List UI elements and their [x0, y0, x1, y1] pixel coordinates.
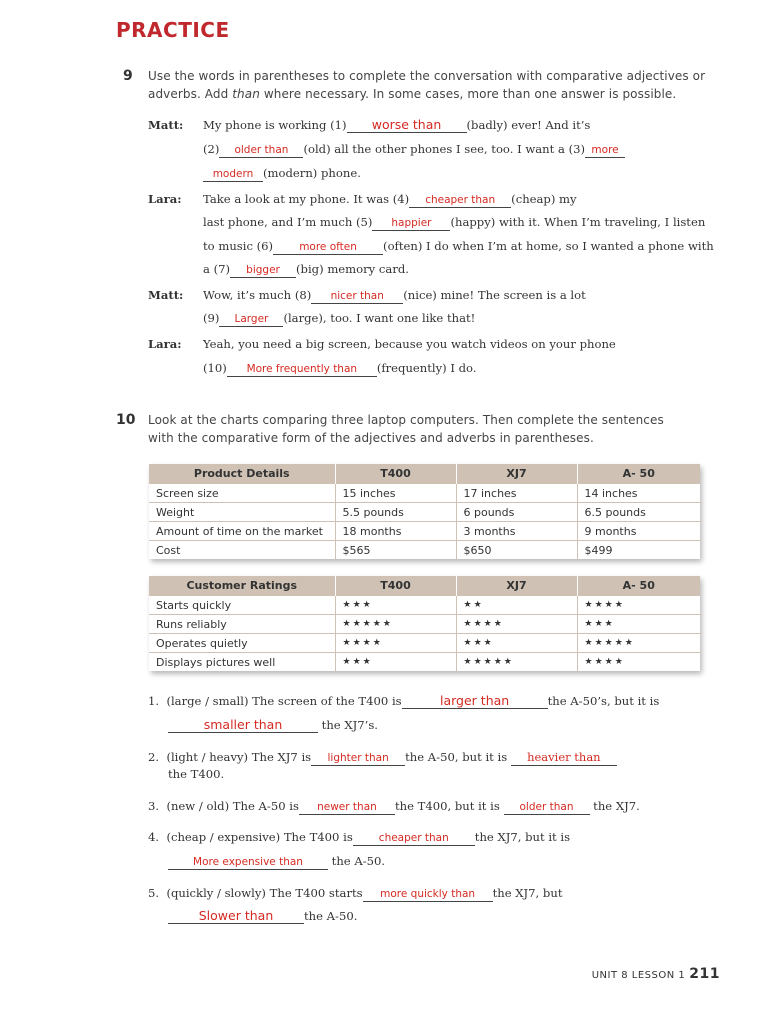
conversation-line-5 [203, 214, 705, 231]
line-text: a (7) [203, 262, 231, 276]
answer-text: More expensive than [193, 856, 303, 868]
table-row [149, 503, 700, 522]
instruction-text: adverbs. Add [148, 87, 233, 101]
conversation-line-10: Yeah, you need a big screen, because you watch videos on your phone [203, 337, 616, 351]
row-label: Screen size [149, 484, 335, 503]
line-text: (large / small) The screen of the T400 is [166, 694, 402, 708]
answer-text: nicer than [330, 290, 384, 302]
conversation-line-1 [203, 117, 590, 133]
line-text: (quickly / slowly) The T400 starts [166, 886, 363, 900]
section-title: PRACTICE [116, 18, 230, 42]
sentence-1 [148, 693, 659, 709]
exercise-9-instructions [148, 67, 705, 103]
exercise-10-number: 10 [116, 412, 136, 428]
answer-blank-3a[interactable] [585, 143, 625, 158]
line-text: (modern) phone. [263, 166, 361, 180]
line-text: (big) memory card. [296, 262, 409, 276]
line-text: to music (6) [203, 239, 274, 253]
answer-text: smaller than [203, 717, 283, 732]
answer-blank-1[interactable] [347, 118, 467, 133]
star-rating: ★★★★★ [335, 615, 456, 634]
answer-text: More frequently than [246, 363, 358, 375]
table-cell: $565 [335, 541, 456, 560]
item-number: 1. [148, 694, 160, 708]
sentence-5 [148, 885, 562, 902]
instruction-line-1: Use the words in parentheses to complete the conversation with comparative adjectives or [148, 69, 706, 83]
conversation-line-4 [203, 191, 577, 208]
unit-lesson-label: UNIT 8 LESSON 1 [591, 970, 686, 981]
line-text: (old) all the other phones I see, too. I want a (3) [303, 142, 586, 156]
column-header: Customer Ratings [149, 576, 335, 596]
exercise-9-number: 9 [123, 68, 133, 84]
line-text: the A-50. [304, 909, 358, 923]
instruction-line-2: with the comparative form of the adjectives and adverbs in parentheses. [148, 431, 594, 445]
instruction-line-1: Look at the charts comparing three laptop computers. Then complete the sentences [148, 413, 664, 427]
answer-text: lighter than [327, 752, 389, 764]
star-rating: ★★★★ [577, 596, 700, 615]
column-header: T400 [335, 464, 456, 484]
table-row [149, 541, 700, 560]
conversation-line-9 [203, 310, 475, 327]
star-rating: ★★ [456, 596, 577, 615]
table-row [149, 596, 700, 615]
line-text: My phone is working (1) [203, 118, 347, 132]
answer-blank-10[interactable] [227, 362, 377, 377]
star-rating: ★★★ [456, 634, 577, 653]
line-text: the XJ7’s. [318, 718, 378, 732]
line-text: Take a look at my phone. It was (4) [203, 192, 410, 206]
table-cell: 18 months [335, 522, 456, 541]
answer-text: bigger [246, 264, 280, 276]
answer-blank-6[interactable] [273, 240, 383, 255]
table-header-row [149, 464, 700, 484]
table-row [149, 484, 700, 503]
column-header: A- 50 [577, 464, 700, 484]
answer-blank-2a[interactable] [311, 751, 405, 766]
table-cell: $650 [456, 541, 577, 560]
exercise-10-instructions [148, 411, 664, 447]
answer-blank-9[interactable] [219, 312, 283, 327]
table-cell: 17 inches [456, 484, 577, 503]
instruction-line-2 [148, 85, 705, 103]
star-rating: ★★★★ [456, 615, 577, 634]
line-text: the T400, but it is [394, 799, 504, 813]
line-text: the A-50. [328, 854, 386, 868]
speaker-label: Matt: [148, 118, 184, 132]
line-text: (light / heavy) The XJ7 is [166, 750, 312, 764]
row-label: Operates quietly [149, 634, 335, 653]
page-footer [592, 966, 720, 982]
answer-blank-7[interactable] [230, 263, 296, 278]
star-rating: ★★★★★ [577, 634, 700, 653]
conversation-line-11 [203, 360, 477, 377]
table-cell: $499 [577, 541, 700, 560]
answer-blank-4b[interactable] [168, 855, 328, 870]
line-text: (nice) mine! The screen is a lot [403, 288, 586, 302]
answer-text: cheaper than [425, 194, 496, 206]
row-label: Displays pictures well [149, 653, 335, 672]
item-number: 5. [148, 886, 160, 900]
page-number: 211 [689, 966, 720, 982]
star-rating: ★★★★★ [456, 653, 577, 672]
star-rating: ★★★ [335, 653, 456, 672]
sentence-2 [148, 749, 617, 766]
line-text: (often) I do when I’m at home, so I wanted a phone with [383, 239, 714, 253]
line-text: the A-50, but it is [405, 750, 511, 764]
column-header: XJ7 [456, 576, 577, 596]
answer-blank-5a[interactable] [363, 887, 493, 902]
answer-text: Slower than [198, 908, 274, 923]
answer-text: more quickly than [380, 888, 476, 900]
table-cell: 3 months [456, 522, 577, 541]
table-row [149, 615, 700, 634]
answer-blank-5[interactable] [372, 216, 450, 231]
answer-text: more often [299, 241, 357, 253]
sentence-4-cont [168, 853, 385, 870]
sentence-4 [148, 829, 570, 846]
line-text: (10) [203, 361, 227, 375]
answer-text: older than [234, 144, 289, 156]
table-cell: 5.5 pounds [335, 503, 456, 522]
answer-text: worse than [371, 117, 442, 132]
star-rating: ★★★★ [577, 653, 700, 672]
column-header: A- 50 [577, 576, 700, 596]
line-text: Wow, it’s much (8) [203, 288, 312, 302]
star-rating: ★★★ [335, 596, 456, 615]
row-label: Runs reliably [149, 615, 335, 634]
instruction-text: where necessary. In some cases, more than one answer is possible. [259, 87, 677, 101]
table-row [149, 653, 700, 672]
column-header: T400 [335, 576, 456, 596]
answer-blank-3b[interactable] [504, 800, 590, 815]
line-text: (9) [203, 311, 220, 325]
line-text: the XJ7. [589, 799, 640, 813]
line-text: the XJ7, but [492, 886, 563, 900]
answer-text: Larger [234, 313, 269, 325]
line-text: (badly) ever! And it’s [466, 118, 591, 132]
line-text: (cheap / expensive) The T400 is [166, 830, 353, 844]
answer-blank-1b[interactable] [168, 718, 318, 733]
sentence-2-cont: the T400. [168, 767, 225, 781]
sentence-5-cont [168, 908, 357, 924]
item-number: 3. [148, 799, 160, 813]
table-cell: 9 months [577, 522, 700, 541]
instruction-italic: than [232, 87, 260, 101]
answer-blank-8[interactable] [311, 289, 403, 304]
table-cell: 6.5 pounds [577, 503, 700, 522]
conversation-line-6 [203, 238, 714, 255]
answer-blank-5b[interactable] [168, 909, 304, 924]
table-cell: 15 inches [335, 484, 456, 503]
line-text: (frequently) I do. [376, 361, 477, 375]
conversation-line-7 [203, 261, 409, 278]
answer-blank-2[interactable] [219, 143, 303, 158]
line-text: (large), too. I want one like that! [283, 311, 476, 325]
row-label: Starts quickly [149, 596, 335, 615]
table-cell: 6 pounds [456, 503, 577, 522]
column-header: XJ7 [456, 464, 577, 484]
table-row [149, 522, 700, 541]
answer-blank-1a[interactable] [402, 694, 548, 709]
speaker-label: Lara: [148, 192, 182, 206]
table-row [149, 634, 700, 653]
star-rating: ★★★ [577, 615, 700, 634]
conversation-line-2 [203, 141, 625, 158]
line-text: (cheap) my [511, 192, 577, 206]
star-rating: ★★★★ [335, 634, 456, 653]
line-text: (happy) with it. When I’m traveling, I listen [450, 215, 706, 229]
row-label: Weight [149, 503, 335, 522]
answer-text: newer than [317, 801, 377, 813]
answer-text: older than [519, 801, 574, 813]
item-number: 4. [148, 830, 160, 844]
row-label: Cost [149, 541, 335, 560]
row-label: Amount of time on the market [149, 522, 335, 541]
table-header-row [149, 576, 700, 596]
answer-blank-2b[interactable] [511, 751, 617, 766]
answer-text: more [591, 144, 619, 156]
answer-text: happier [391, 217, 432, 229]
answer-text: larger than [440, 693, 510, 708]
line-text: (2) [203, 142, 220, 156]
speaker-label: Lara: [148, 337, 182, 351]
conversation-line-8 [203, 287, 586, 304]
customer-ratings-table [149, 576, 700, 671]
sentence-1-cont [168, 717, 378, 733]
line-text: (new / old) The A-50 is [166, 799, 299, 813]
conversation-line-3 [203, 165, 361, 182]
answer-blank-3b[interactable] [203, 167, 263, 182]
table-cell: 14 inches [577, 484, 700, 503]
line-text: last phone, and I’m much (5) [203, 215, 373, 229]
answer-blank-4[interactable] [409, 193, 511, 208]
answer-text: heavier than [527, 750, 601, 764]
line-text: the XJ7, but it is [474, 830, 571, 844]
answer-blank-3a[interactable] [299, 800, 395, 815]
sentence-3 [148, 798, 640, 815]
answer-text: cheaper than [378, 832, 449, 844]
column-header: Product Details [149, 464, 335, 484]
line-text: the A-50’s, but it is [547, 694, 660, 708]
product-details-table [149, 464, 700, 559]
answer-text: modern [212, 168, 254, 180]
speaker-label: Matt: [148, 288, 184, 302]
item-number: 2. [148, 750, 160, 764]
answer-blank-4a[interactable] [353, 831, 475, 846]
